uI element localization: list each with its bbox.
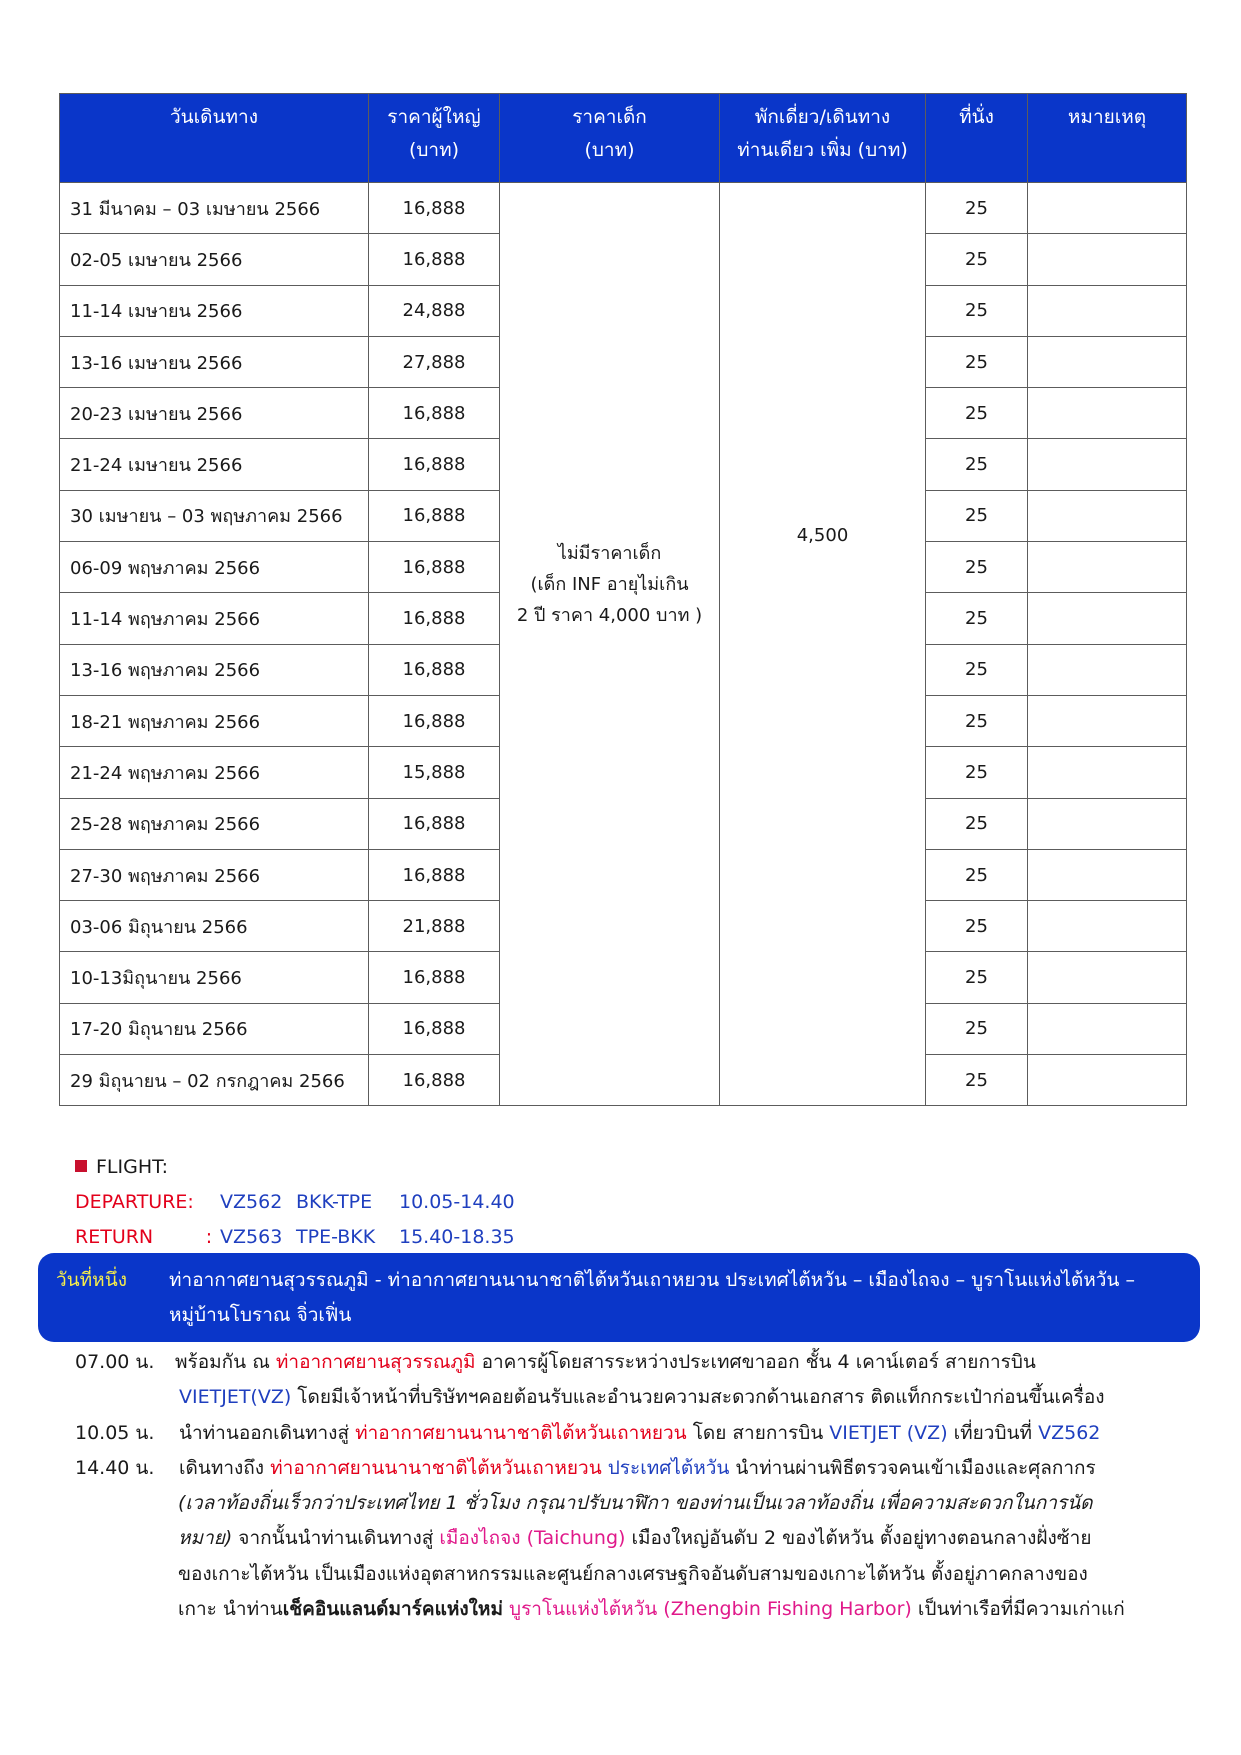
cell-seats: 25: [926, 388, 1028, 439]
cell-seats: 25: [926, 849, 1028, 900]
cell-date: 11-14 พฤษภาคม 2566: [60, 593, 369, 644]
cell-adult-price: 16,888: [369, 183, 500, 234]
cell-seats: 25: [926, 798, 1028, 849]
header-remark: หมายเหตุ: [1028, 94, 1187, 183]
cell-remark: [1028, 542, 1187, 593]
cell-seats: 25: [926, 439, 1028, 490]
cell-adult-price: 24,888: [369, 285, 500, 336]
cell-seats: 25: [926, 644, 1028, 695]
cell-adult-price: 16,888: [369, 490, 500, 541]
day-label: วันที่หนึ่ง: [56, 1269, 127, 1291]
day-title: ท่าอากาศยานสุวรรณภูมิ - ท่าอากาศยานนานาชาติไต้หวันเถาหยวน ประเทศไต้หวัน – เมืองไถจง – บูราโนแห่งไต้หวัน – หมู่บ้านโบราณ จิ่วเฟิ่น: [169, 1269, 1135, 1326]
cell-date: 10-13มิถุนายน 2566: [60, 952, 369, 1003]
cell-seats: 25: [926, 747, 1028, 798]
cell-date: 02-05 เมษายน 2566: [60, 234, 369, 285]
square-bullet-icon: [75, 1160, 87, 1172]
cell-date: 25-28 พฤษภาคม 2566: [60, 798, 369, 849]
cell-adult-price: 16,888: [369, 234, 500, 285]
departure-row: [75, 1185, 515, 1220]
cell-seats: 25: [926, 593, 1028, 644]
cell-adult-price: 16,888: [369, 439, 500, 490]
cell-seats: 25: [926, 542, 1028, 593]
cell-date: 30 เมษายน – 03 พฤษภาคม 2566: [60, 490, 369, 541]
cell-remark: [1028, 593, 1187, 644]
cell-adult-price: 16,888: [369, 849, 500, 900]
cell-seats: 25: [926, 234, 1028, 285]
cell-date: 31 มีนาคม – 03 เมษายน 2566: [60, 183, 369, 234]
cell-remark: [1028, 336, 1187, 387]
cell-date: 27-30 พฤษภาคม 2566: [60, 849, 369, 900]
cell-date: 20-23 เมษายน 2566: [60, 388, 369, 439]
cell-adult-price: 16,888: [369, 388, 500, 439]
cell-remark: [1028, 798, 1187, 849]
cell-seats: 25: [926, 1055, 1028, 1106]
cell-remark: [1028, 1003, 1187, 1054]
return-route: TPE-BKK: [296, 1226, 376, 1248]
table-row: [60, 183, 1187, 234]
return-row: [75, 1220, 515, 1255]
entry-time: 07.00 น.: [75, 1351, 155, 1373]
cell-date: 21-24 พฤษภาคม 2566: [60, 747, 369, 798]
entry-time: 10.05 น.: [75, 1421, 155, 1444]
cell-single-supplement: 4,500: [720, 183, 926, 1106]
cell-adult-price: 16,888: [369, 542, 500, 593]
cell-remark: [1028, 285, 1187, 336]
cell-child-price: ไม่มีราคาเด็ก (เด็ก INF อายุไม่เกิน 2 ปี ราคา 4,000 บาท ): [500, 183, 720, 1106]
header-seats: ที่นั่ง: [926, 94, 1028, 183]
cell-adult-price: 16,888: [369, 952, 500, 1003]
cell-remark: [1028, 695, 1187, 746]
cell-remark: [1028, 183, 1187, 234]
cell-adult-price: 15,888: [369, 747, 500, 798]
cell-date: 06-09 พฤษภาคม 2566: [60, 542, 369, 593]
cell-remark: [1028, 747, 1187, 798]
cell-date: 13-16 พฤษภาคม 2566: [60, 644, 369, 695]
departure-route: BKK-TPE: [296, 1191, 373, 1213]
cell-date: 13-16 เมษายน 2566: [60, 336, 369, 387]
departure-time: 10.05-14.40: [399, 1191, 515, 1213]
cell-seats: 25: [926, 285, 1028, 336]
table-header-row: [60, 94, 1187, 183]
cell-adult-price: 21,888: [369, 901, 500, 952]
cell-remark: [1028, 901, 1187, 952]
cell-seats: 25: [926, 1003, 1028, 1054]
cell-remark: [1028, 439, 1187, 490]
cell-seats: 25: [926, 336, 1028, 387]
price-table: [59, 93, 1187, 1106]
return-time: 15.40-18.35: [399, 1226, 515, 1248]
cell-remark: [1028, 1055, 1187, 1106]
header-adult-price: ราคาผู้ใหญ่ (บาท): [369, 94, 500, 183]
airport-link-text: ท่าอากาศยานสุวรรณภูมิ: [275, 1351, 476, 1373]
cell-remark: [1028, 234, 1187, 285]
cell-date: 17-20 มิถุนายน 2566: [60, 1003, 369, 1054]
cell-adult-price: 27,888: [369, 336, 500, 387]
cell-adult-price: 16,888: [369, 1055, 500, 1106]
itinerary-entry: 07.00 น. พร้อมกัน ณ ท่าอากาศยานสุวรรณภูมิ อาคารผู้โดยสารระหว่างประเทศขาออก ชั้น 4 เคาน์เตอร์ สายการบิน VIETJET(VZ) โดยมีเจ้าหน้าที่บริษัทฯคอยต้อนรับและอำนวยความสะดวกด้านเอกสาร ติดแท็กกระเป๋าก่อนขึ้นเครื่อง: [75, 1345, 1165, 1416]
return-label: RETURN :: [75, 1226, 213, 1248]
cell-adult-price: 16,888: [369, 593, 500, 644]
cell-seats: 25: [926, 901, 1028, 952]
cell-seats: 25: [926, 695, 1028, 746]
cell-seats: 25: [926, 183, 1028, 234]
cell-date: 18-21 พฤษภาคม 2566: [60, 695, 369, 746]
itinerary-entry: 10.05 น. นำท่านออกเดินทางสู่ ท่าอากาศยานนานาชาติไต้หวันเถาหยวน โดย สายการบิน VIETJET (VZ) เที่ยวบินที่ VZ562: [75, 1416, 1165, 1451]
cell-date: 03-06 มิถุนายน 2566: [60, 901, 369, 952]
itinerary-entry: 14.40 น. เดินทางถึง ท่าอากาศยานนานาชาติไต้หวันเถาหยวน ประเทศไต้หวัน นำท่านผ่านพิธีตรวจคนเข้าเมืองและศุลกากร (เวลาท้องถิ่นเร็วกว่าประเทศไทย 1 ชั่วโมง กรุณาปรับนาฬิกา ของท่านเป็นเวลาท้องถิ่น เพื่อความสะดวกในการนัด หมาย) จากนั้นนำท่านเดินทางสู่ เมืองไถจง (Taichung) เมืองใหญ่อันดับ 2 ของไต้หวัน ตั้งอยู่ทางตอนกลางฝั่งซ้าย ของเกาะไต้หวัน เป็นเมืองแห่งอุตสาหกรรมและศูนย์กลางเศรษฐกิจอันดับสามของเกาะไต้หวัน ตั้งอยู่ภาคกลางของ เกาะ นำท่านเช็คอินแลนด์มาร์คแห่งใหม่ บูราโนแห่งไต้หวัน (Zhengbin Fishing Harbor) เป็นท่าเรือที่มีความเก่าแก่: [75, 1451, 1165, 1627]
day-one-banner: [38, 1253, 1200, 1342]
cell-adult-price: 16,888: [369, 798, 500, 849]
departure-flight: VZ562: [220, 1191, 283, 1213]
cell-date: 29 มิถุนายน – 02 กรกฎาคม 2566: [60, 1055, 369, 1106]
return-flight: VZ563: [220, 1226, 283, 1248]
flight-info: [75, 1150, 515, 1255]
cell-remark: [1028, 952, 1187, 1003]
cell-adult-price: 16,888: [369, 644, 500, 695]
cell-remark: [1028, 490, 1187, 541]
itinerary: [75, 1345, 1165, 1627]
header-child-price: ราคาเด็ก (บาท): [500, 94, 720, 183]
entry-time: 14.40 น.: [75, 1456, 155, 1479]
cell-remark: [1028, 849, 1187, 900]
cell-date: 11-14 เมษายน 2566: [60, 285, 369, 336]
header-date: วันเดินทาง: [60, 94, 369, 183]
cell-date: 21-24 เมษายน 2566: [60, 439, 369, 490]
cell-adult-price: 16,888: [369, 1003, 500, 1054]
header-single-supplement: พักเดี่ยว/เดินทาง ท่านเดียว เพิ่ม (บาท): [720, 94, 926, 183]
cell-remark: [1028, 644, 1187, 695]
cell-seats: 25: [926, 490, 1028, 541]
cell-remark: [1028, 388, 1187, 439]
cell-adult-price: 16,888: [369, 695, 500, 746]
departure-label: DEPARTURE:: [75, 1191, 194, 1213]
cell-seats: 25: [926, 952, 1028, 1003]
price-table-body: [60, 183, 1187, 1106]
flight-heading: FLIGHT:: [75, 1150, 515, 1185]
